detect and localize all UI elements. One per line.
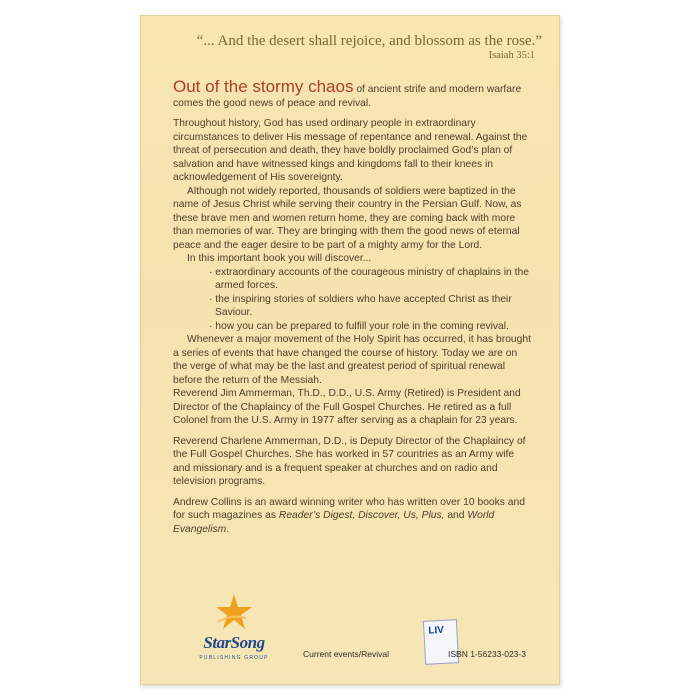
bio-jim-ammerman: Reverend Jim Ammerman, Th.D., D.D., U.S. Army (Retired) is President and Director of the Chaplaincy of the Full Gospel Churches. He retired as a full Colonel from the U.S. Army in 1977 after serving as a chaplain for 23 years. [173,388,521,426]
bio-collins-end: . [226,523,230,535]
discover-list [173,266,531,334]
bio-collins-text: Andrew Collins is an award winning writer who has written over 10 books and for such magazines as [173,496,525,521]
publisher-name: StarSong [203,633,265,652]
magazine-name-evangelism: World Evangelism [173,510,495,535]
paragraph-discover: In this important book you will discover... [187,253,372,264]
bio-charlene-ammerman: Reverend Charlene Ammerman, D.D., is Deputy Director of the Chaplaincy of the Full Gospel Churches. She has worked in 57 countries as an Army wife and missionary and is a frequent speaker at churches and on radio and television programs. [173,435,526,487]
paragraph-revival: Whenever a major movement of the Holy Spirit has occurred, it has brought a series of events that have changed the course of history. Today we are on the verge of what may be the last and greatest period of spiritual renewal before the return of the Messiah. [173,334,531,386]
magazine-names: Reader’s Digest, Discover, Us, Plus, [278,510,445,521]
lead-paragraph [173,77,531,110]
star-logo-icon [212,592,262,632]
list-item: · the inspiring stories of soldiers who have accepted Christ as their Saviour. [173,293,531,320]
epigraph-quote: “... And the desert shall rejoice, and blossom as the rose.” [196,33,542,49]
cover-body-text [173,77,531,543]
lead-text: of ancient strife and modern warfare comes the good news of peace and revival. [173,84,522,109]
paragraph-soldiers: Although not widely reported, thousands of soldiers were baptized in the name of Jesus Christ while serving their country in the Persian Gulf. Now, as these brave men and women return home, they are coming back with more than memories of war. They are bringing with them the good news of eternal peace and the eager desire to be part of a mighty army for the Lord. [173,185,522,251]
bio-andrew-collins [173,496,531,537]
lead-heading: Out of the stormy chaos [173,77,354,96]
isbn-number: ISBN 1-56233-023-3 [448,649,526,659]
publisher-subtitle: PUBLISHING GROUP [199,655,269,661]
paragraph-history: Throughout history, God has used ordinary people in extraordinary circumstances to deliver His message of repentance and renewal. Against the threat of persecution and death, they have boldly proclaimed God’s plan of salvation and have witnessed kings and kingdoms fall to their knees in acknowledgement of His sovereignty. [173,118,528,183]
category-label: Current events/Revival [303,649,389,659]
bio-collins-and: and [444,510,468,521]
list-item: · extraordinary accounts of the courageous ministry of chaplains in the armed forces. [173,266,531,293]
list-item: · how you can be prepared to fulfill your role in the coming revival. [173,320,531,334]
sticker-label: LIV [428,624,445,637]
epigraph-reference: Isaiah 35:1 [488,50,535,61]
